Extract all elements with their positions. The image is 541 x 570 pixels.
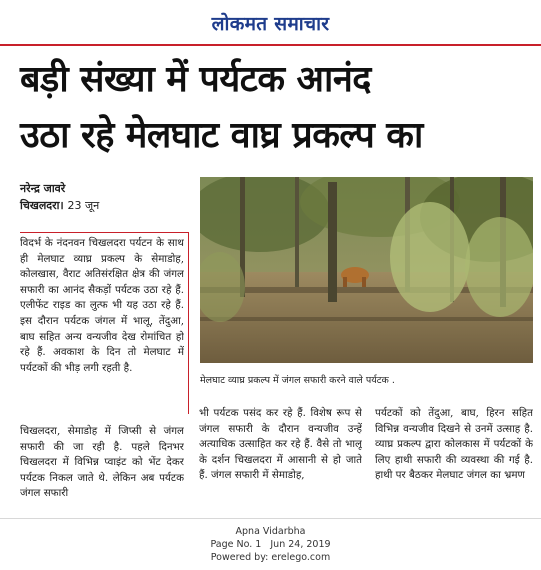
byline: [20, 180, 99, 214]
article-paragraph: भी पर्यटक पसंद कर रहे हैं. विशेष रूप से जंगल सफारी के दौरान वन्यजीव उन्हें अत्याधिक उत्साहित कर रहे हैं. वैसे तो भालू के दर्शन चिखलदरा में आसानी से हो जाते हैं. जंगल सफारी में सेमाडोह,: [199, 407, 362, 482]
byline-dateline: [20, 197, 99, 214]
article-column-1: [20, 424, 184, 516]
byline-place: चिखलदरा।: [20, 199, 64, 212]
footer-publication: Apna Vidarbha: [235, 526, 306, 537]
footer-powered-by: Powered by: erelego.com: [210, 552, 331, 563]
news-photo: [200, 177, 533, 363]
byline-date: 23 जून: [67, 199, 100, 212]
masthead-rule: [0, 44, 541, 46]
article-column-2: [199, 406, 362, 516]
article-paragraph: चिखलदरा, सेमाडोह में जिप्सी से जंगल सफारी की जा रही है. पहले दिनभर चिखलदरा में विभिन्न प्वाइंट को भेंट देकर पर्यटक निकल जाते थे. लेकिन अब पर्यटक जंगल सफारी: [20, 425, 184, 500]
article-paragraph: पर्यटकों को तेंदुआ, बाघ, हिरन सहित विभिन्न वन्यजीव दिखने से उनमें उत्साह है. व्याघ्र प्रकल्प द्वारा कोलकास में पर्यटकों के लिए हाथी सफारी की व्यवस्था की गई है. हाथी पर बैठकर मेलघाट जंगल का भ्रमण: [375, 407, 533, 482]
article-intro: [20, 236, 184, 412]
footer-date: Jun 24, 2019: [270, 539, 331, 550]
page-footer: [0, 518, 541, 570]
newspaper-logo: लोकमत समाचार: [211, 13, 330, 35]
headline-line-2: उठा रहे मेलघाट वाघ्र प्रकल्प का: [20, 115, 423, 156]
masthead: [0, 0, 541, 44]
footer-page-info: [0, 538, 541, 551]
byline-author: नरेन्द्र जावरे: [20, 182, 66, 195]
forest-safari-image: [200, 177, 533, 363]
article-column-3: [375, 406, 533, 516]
footer-page: Page No. 1: [210, 539, 262, 550]
headline: [20, 52, 535, 164]
headline-line-1: बड़ी संख्या में पर्यटक आनंद: [20, 59, 371, 100]
photo-caption: मेलघाट व्याघ्र प्रकल्प में जंगल सफारी करने वाले पर्यटक .: [200, 375, 395, 386]
article-paragraph: विदर्भ के नंदनवन चिखलदरा पर्यटन के साथ ही मेलघाट व्याघ्र प्रकल्प के सेमाडोह, कोलखास, वैराट अतिसंरक्षित क्षेत्र की जंगल सफारी का आनंद सैकड़ों पर्यटक उठा रहे हैं. एलीफेंट राइड का लुत्फ भी यह उठा रहे हैं. इस दौरान पर्यटक जंगल में भालू, तेंदुआ, बाघ सहित अन्य वन्यजीव देख रोमांचित हो रहे हैं. अवकाश के दिन तो मेलघाट में पर्यटकों की भीड़ लगी रहती है.: [20, 237, 184, 374]
